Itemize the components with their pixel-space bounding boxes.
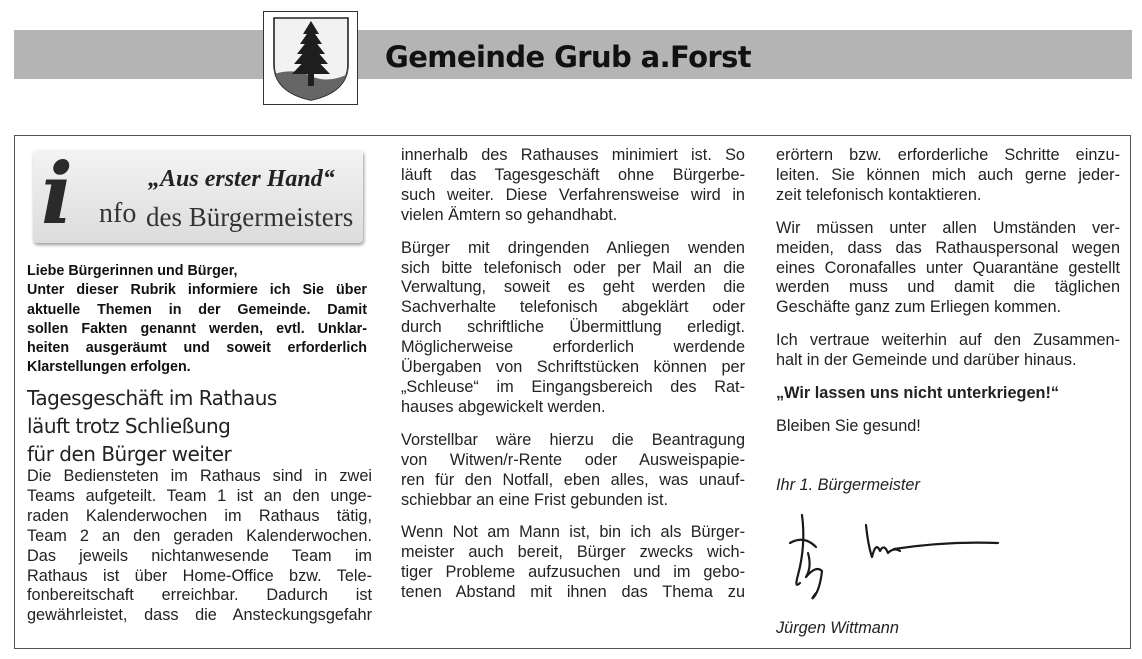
text-line: Sachverhalte telefonisch abgeklärt oder xyxy=(401,298,745,317)
text-line: Wenn Not am Mann ist, bin ich als Bürger- xyxy=(401,523,745,542)
text-line: durch schriftliche Übermittlung erledigt. xyxy=(401,318,745,337)
coat-of-arms-logo xyxy=(263,11,358,105)
intro-line: aktuelle Themen in der Gemeinde. Damit xyxy=(27,301,367,318)
article-headline xyxy=(27,384,372,468)
page-title: Gemeinde Grub a.Forst xyxy=(385,40,752,74)
signature-block xyxy=(776,475,1116,637)
intro-line: Klarstellungen erfolgen. xyxy=(27,359,191,376)
text-line: schiebbar an eine Frist gebunden ist. xyxy=(401,490,668,509)
text-line: meister auch bereit, Bürger zwecks wich- xyxy=(401,543,745,562)
text-line: halt in der Gemeinde und darüber hinaus. xyxy=(776,351,1077,370)
text-line: „Schleuse“ im Eingangsbereich des Rat- xyxy=(401,377,745,396)
text-line: Möglicherweise erforderlich werdende xyxy=(401,338,745,357)
signature-name: Jürgen Wittmann xyxy=(776,619,899,637)
text-line: Geschäfte ganz zum Erliegen kommen. xyxy=(776,298,1062,317)
signature-title: Ihr 1. Bürgermeister xyxy=(776,476,920,494)
intro-greeting: Liebe Bürgerinnen und Bürger, xyxy=(27,263,238,279)
text-line: eines Coronafalles unter Quarantäne gestellt xyxy=(776,258,1120,277)
intro-text xyxy=(27,262,367,378)
text-line: Team 2 an den geraden Kalenderwochen. xyxy=(27,526,372,545)
handwritten-signature-icon xyxy=(776,505,1006,605)
text-line: zeit telefonisch kontaktieren. xyxy=(776,185,982,204)
text-line: von Witwen/r-Rente oder Ausweispapie- xyxy=(401,450,745,469)
text-line: sich bitte telefonisch oder per Mail an die xyxy=(401,258,745,277)
intro-line: heiten ausgeräumt und soweit erforderlich xyxy=(27,340,367,357)
headline-line: läuft trotz Schließung xyxy=(27,414,231,438)
text-line: Rathaus ist über Home-Office bzw. Tele- xyxy=(27,566,372,585)
intro-line: Unter dieser Rubrik informiere ich Sie über xyxy=(27,282,367,299)
slogan-text: „Wir lassen uns nicht unterkriegen!“ xyxy=(776,384,1060,403)
text-line: erörtern bzw. erforderliche Schritte einzu- xyxy=(776,146,1120,164)
info-logo-rest: nfo xyxy=(99,198,137,229)
text-line: meiden, dass das Rathauspersonal wegen xyxy=(776,238,1120,257)
text-line: innerhalb des Rathauses minimiert ist. So xyxy=(401,146,745,164)
tree-crest-icon xyxy=(270,16,352,102)
text-line: Übergaben von Schriftstücken können per xyxy=(401,358,745,377)
text-line: werden muss und damit die täglichen xyxy=(776,278,1120,297)
text-line: hauses abgewickelt werden. xyxy=(401,397,606,416)
text-line: Wir müssen unter allen Umständen ver- xyxy=(776,218,1120,237)
text-line: Bürger mit dringenden Anliegen wenden xyxy=(401,238,745,257)
info-box-line2: des Bürgermeisters xyxy=(146,202,354,232)
text-line: gewährleistet, dass die Ansteckungsgefahr xyxy=(27,606,372,625)
text-line: fonbereitschaft erreichbar. Dadurch ist xyxy=(27,586,372,605)
text-line: leiten. Sie können mich auch gerne jeder- xyxy=(776,165,1120,184)
headline-line: für den Bürger weiter xyxy=(27,442,232,466)
column-2 xyxy=(401,146,745,644)
info-box-line1: „Aus erster Hand“ xyxy=(148,166,335,192)
text-line: vielen Ämtern so gehandhabt. xyxy=(401,205,618,224)
intro-line: sollen Fakten genannt werden, evtl. Unklar- xyxy=(27,320,367,337)
column-1-body xyxy=(27,467,372,626)
text-line: such weiter. Diese Verfahrensweise wird in xyxy=(401,185,745,204)
text-line: Teams aufgeteilt. Team 1 ist an den unge- xyxy=(27,486,372,505)
closing-text: Bleiben Sie gesund! xyxy=(776,416,921,435)
info-box-banner xyxy=(33,144,363,243)
text-line: Verwaltung, soweit es geht werden die xyxy=(401,278,745,297)
text-line: Vorstellbar wäre hierzu die Beantragung xyxy=(401,430,745,449)
text-line: tiger Probleme aufzusuchen und im gebo- xyxy=(401,563,745,582)
text-line: läuft das Tagesgeschäft ohne Bürgerbe- xyxy=(401,165,745,184)
text-line: Ich vertraue weiterhin auf den Zusammen- xyxy=(776,331,1120,350)
headline-line: Tagesgeschäft im Rathaus xyxy=(27,386,277,410)
info-logo-letter: i xyxy=(41,144,73,243)
text-line: Die Bediensteten im Rathaus sind in zwei xyxy=(27,467,372,485)
text-line: Das jeweils nichtanwesende Team im xyxy=(27,546,372,565)
text-line: ren für den Notfall, eben alles, was unauf- xyxy=(401,470,745,489)
text-line: tenen Abstand mit ihnen das Thema zu xyxy=(401,583,745,602)
text-line: raden Kalenderwochen im Rathaus tätig, xyxy=(27,506,372,525)
